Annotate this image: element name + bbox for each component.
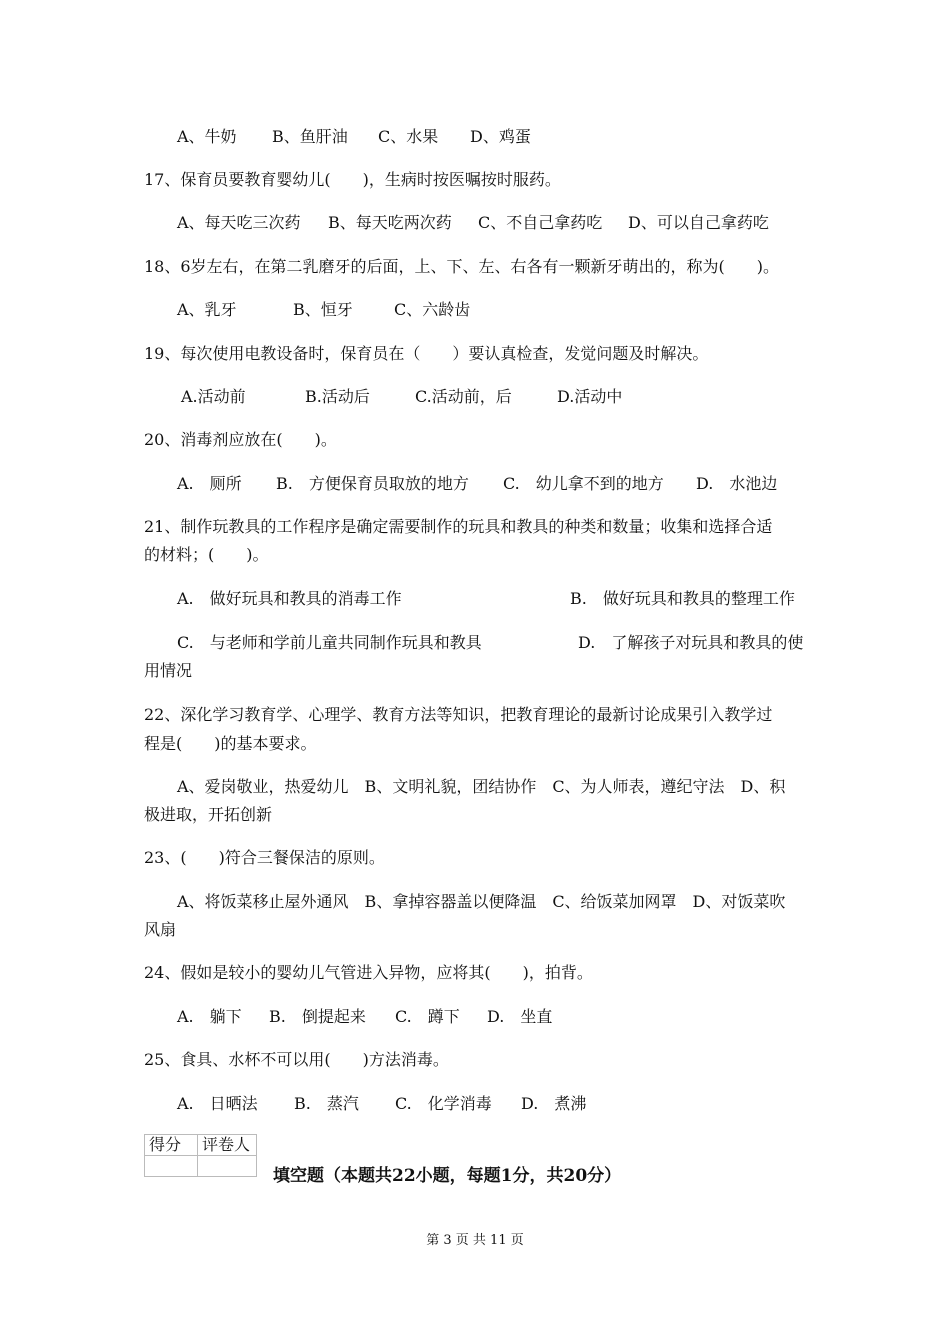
q24-option-a: A. 躺下 [177,1007,242,1026]
q21-option-a: A. 做好玩具和教具的消毒工作 [177,589,402,608]
q18-option-a: A、乳牙 [177,300,237,319]
q21-question-line1: 21、制作玩教具的工作程序是确定需要制作的玩具和教具的种类和数量；收集和选择合适 [144,517,773,536]
q23-question: 23、( )符合三餐保洁的原则。 [144,848,385,867]
q21-option-d-line2: 用情况 [144,661,193,680]
q17-option-b: B、每天吃两次药 [328,213,452,232]
q16-option-a: A、牛奶 [177,127,237,146]
q23-options-line2: 风扇 [144,920,177,939]
q24-question: 24、假如是较小的婴幼儿气管进入异物，应将其( )，拍背。 [144,963,593,982]
q22-options-line2: 极进取，开拓创新 [144,805,273,824]
q20-option-c: C. 幼儿拿不到的地方 [503,474,664,493]
grader-cell[interactable] [198,1156,257,1177]
page-footer: 第 3 页 共 11 页 [426,1233,524,1248]
q22-question-line1: 22、深化学习教育学、心理学、教育方法等知识，把教育理论的最新讨论成果引入教学过 [144,705,773,724]
q17-option-a: A、每天吃三次药 [177,213,301,232]
q25-option-d: D. 煮沸 [521,1094,587,1113]
q21-question-line2: 的材料；( )。 [144,545,269,564]
q20-question: 20、消毒剂应放在( )。 [144,430,337,449]
q20-option-d: D. 水池边 [696,474,778,493]
q17-option-c: C、不自己拿药吃 [478,213,603,232]
q25-option-b: B. 蒸汽 [294,1094,359,1113]
q21-option-b: B. 做好玩具和教具的整理工作 [570,589,795,608]
q16-option-b: B、鱼肝油 [272,127,348,146]
q21-option-d-line1: D. 了解孩子对玩具和教具的使 [578,633,804,652]
q19-option-b: B.活动后 [305,387,370,406]
q25-option-c: C. 化学消毒 [395,1094,492,1113]
q22-question-line2: 程是( )的基本要求。 [144,734,317,753]
q24-option-c: C. 蹲下 [395,1007,460,1026]
score-label: 得分 [145,1135,198,1156]
q23-options-line1: A、将饭菜移止屋外通风 B、拿掉容器盖以便降温 C、给饭菜加网罩 D、对饭菜吹 [177,892,786,911]
q25-option-a: A. 日晒法 [177,1094,258,1113]
q20-option-b: B. 方便保育员取放的地方 [276,474,469,493]
q19-question: 19、每次使用电教设备时，保育员在（ ）要认真检查，发觉问题及时解决。 [144,344,709,363]
q18-option-c: C、六龄齿 [394,300,471,319]
score-cell[interactable] [145,1156,198,1177]
q18-option-b: B、恒牙 [293,300,353,319]
q25-question: 25、食具、水杯不可以用( )方法消毒。 [144,1050,449,1069]
q19-option-a: A.活动前 [181,387,246,406]
q16-option-d: D、鸡蛋 [470,127,531,146]
q24-option-b: B. 倒提起来 [269,1007,366,1026]
q22-options-line1: A、爱岗敬业，热爱幼儿 B、文明礼貌，团结协作 C、为人师表，遵纪守法 D、积 [177,777,786,796]
q21-option-c: C. 与老师和学前儿童共同制作玩具和教具 [177,633,482,652]
q17-option-d: D、可以自己拿药吃 [628,213,769,232]
score-box [144,1134,257,1177]
q19-option-c: C.活动前，后 [415,387,512,406]
q19-option-d: D.活动中 [557,387,623,406]
q17-question: 17、保育员要教育婴幼儿( )，生病时按医嘱按时服药。 [144,170,561,189]
grader-label: 评卷人 [198,1135,257,1156]
section-title: 填空题（本题共22小题，每题1分，共20分） [273,1166,622,1186]
q24-option-d: D. 坐直 [487,1007,553,1026]
q20-option-a: A. 厕所 [177,474,242,493]
q16-option-c: C、水果 [378,127,439,146]
q18-question: 18、6岁左右，在第二乳磨牙的后面，上、下、左、右各有一颗新牙萌出的，称为( )。 [144,257,780,276]
